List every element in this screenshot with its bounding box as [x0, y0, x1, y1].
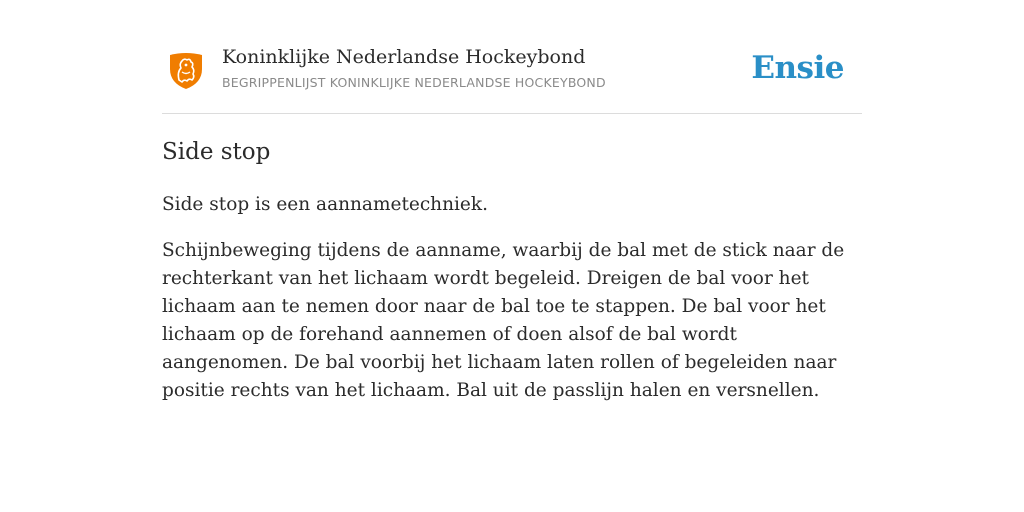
- lion-shield-icon[interactable]: [168, 52, 204, 90]
- definition-paragraph: Side stop is een aannametechniek.: [162, 194, 488, 215]
- org-subtitle: BEGRIPPENLIJST KONINKLIJKE NEDERLANDSE HOCKEYBOND: [222, 75, 606, 90]
- article: [162, 135, 862, 423]
- header: [162, 40, 862, 114]
- ensie-logo-link[interactable]: Ensie: [751, 50, 844, 86]
- org-name[interactable]: Koninklijke Nederlandse Hockeybond: [222, 46, 586, 68]
- description-paragraph: Schijnbeweging tijdens de aanname, waarbij de bal met de stick naar de rechterkant van het lichaam wordt begeleid. Dreigen de bal voor het lichaam aan te nemen door naar de bal toe te stappen. De bal voor het lichaam op de forehand aannemen of doen alsof de bal wordt aangenomen. De bal voorbij het lichaam laten rollen of begeleiden naar positie rechts van het lichaam. Bal uit de passlijn halen en versnellen.: [162, 240, 845, 401]
- page-title: Side stop: [162, 139, 271, 165]
